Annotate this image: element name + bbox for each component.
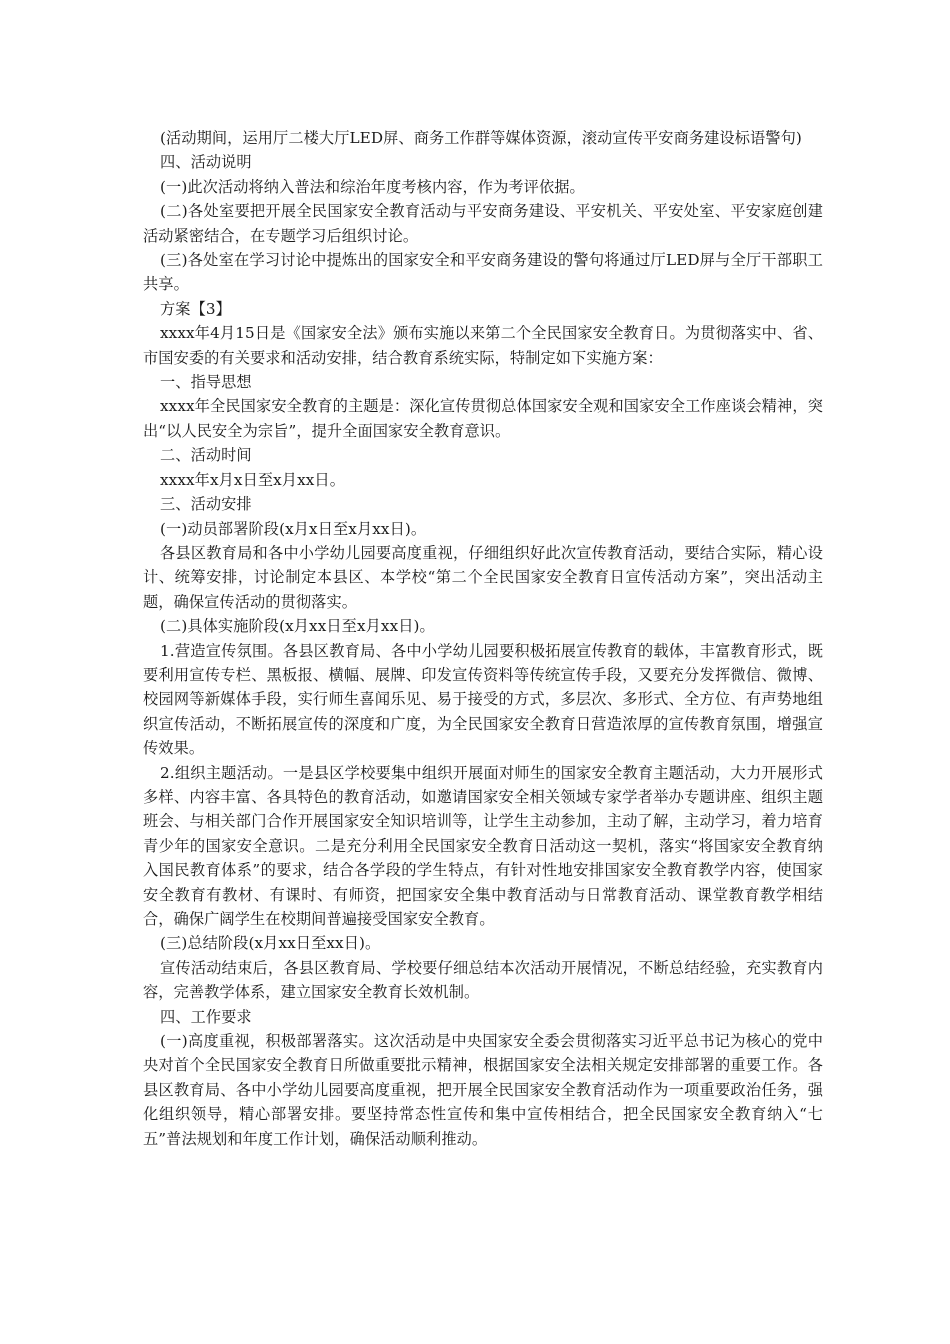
heading-activity-time: 二、活动时间 [160,446,252,465]
heading-activity-notes: 四、活动说明 [160,153,252,172]
paragraph-note-2: (二)各处室要把开展全民国家安全教育活动与平安商务建设、平安机关、平安处室、平安家庭创建活动紧密结合，在专题学习后组织讨论。 [143,202,823,245]
paragraph-theme-activities: 2.组织主题活动。一是县区学校要集中组织开展面对师生的国家安全教育主题活动，大力开展形式多样、内容丰富、各具特色的教育活动，如邀请国家安全相关领域专家学者举办专题讲座、组织主题班会、与相关部门合作开展国家安全知识培训等，让学生主动参加，主动了解，主动学习，着力培育青少年的国家安全意识。二是充分利用全民国家安全教育日活动这一契机，落实“将国家安全教育纳入国民教育体系”的要求，结合各学段的学生特点，有针对性地安排国家安全教育教学内容，使国家安全教育有教材、有课时、有师资，把国家安全集中教育活动与日常教育活动、课堂教育教学相结合，确保广阔学生在校期间普遍接受国家安全教育。 [143,763,823,928]
subheading-summary-stage: (三)总结阶段(x月xx日至xx日)。 [160,934,381,953]
heading-activity-arrangement: 三、活动安排 [160,495,252,514]
heading-plan-3: 方案【3】 [160,299,231,318]
heading-guiding-ideology: 一、指导思想 [160,373,252,392]
heading-work-requirements: 四、工作要求 [160,1007,252,1026]
document-body [143,126,823,1151]
paragraph-note-1: (一)此次活动将纳入普法和综治年度考核内容，作为考评依据。 [160,177,585,196]
paragraph-mobilization: 各县区教育局和各中小学幼儿园要高度重视，仔细组织好此次宣传教育活动，要结合实际，精心设计、统筹安排，讨论制定本县区、本学校“第二个全民国家安全教育日宣传活动方案”，突出活动主题，确保宣传活动的贯彻落实。 [143,543,823,611]
paragraph-time-range: xxxx年x月x日至x月xx日。 [160,470,345,489]
paragraph-plan-intro: xxxx年4月15日是《国家安全法》颁布实施以来第二个全民国家安全教育日。为贯彻落实中、省、市国安委的有关要求和活动安排，结合教育系统实际，特制定如下实施方案： [143,324,823,367]
paragraph-requirement-1: (一)高度重视，积极部署落实。这次活动是中央国家安全委会贯彻落实习近平总书记为核心的党中央对首个全民国家安全教育日所做重要批示精神，根据国家安全法相关规定安排部署的重要工作。各县区教育局、各中小学幼儿园要高度重视，把开展全民国家安全教育活动作为一项重要政治任务，强化组织领导，精心部署安排。要坚持常态性宣传和集中宣传相结合，把全民国家安全教育纳入“七五”普法规划和年度工作计划，确保活动顺利推动。 [143,1032,823,1148]
paragraph-theme: xxxx年全民国家安全教育的主题是：深化宣传贯彻总体国家安全观和国家安全工作座谈会精神，突出“以人民安全为宗旨”，提升全面国家安全教育意识。 [143,397,823,440]
subheading-mobilization-stage: (一)动员部署阶段(x月x日至x月xx日)。 [160,519,427,538]
paragraph-atmosphere: 1.营造宣传氛围。各县区教育局、各中小学幼儿园要积极拓展宣传教育的载体，丰富教育形式，既要利用宣传专栏、黑板报、横幅、展牌、印发宣传资料等传统宣传手段，又要充分发挥微信、微博、校园网等新媒体手段，实行师生喜闻乐见、易于接受的方式，多层次、多形式、全方位、有声势地组织宣传活动，不断拓展宣传的深度和广度，为全民国家安全教育日营造浓厚的宣传教育氛围，增强宣传效果。 [143,641,823,758]
paragraph-note-3: (三)各处室在学习讨论中提炼出的国家安全和平安商务建设的警句将通过厅LED屏与全厅干部职工共享。 [143,251,823,294]
paragraph-summary: 宣传活动结束后，各县区教育局、学校要仔细总结本次活动开展情况，不断总结经验，充实教育内容，完善教学体系，建立国家安全教育长效机制。 [143,958,823,1002]
paragraph-slogan-note: (活动期间，运用厅二楼大厅LED屏、商务工作群等媒体资源，滚动宣传平安商务建设标语警句) [160,129,802,147]
subheading-implementation-stage: (二)具体实施阶段(x月xx日至x月xx日)。 [160,617,435,636]
